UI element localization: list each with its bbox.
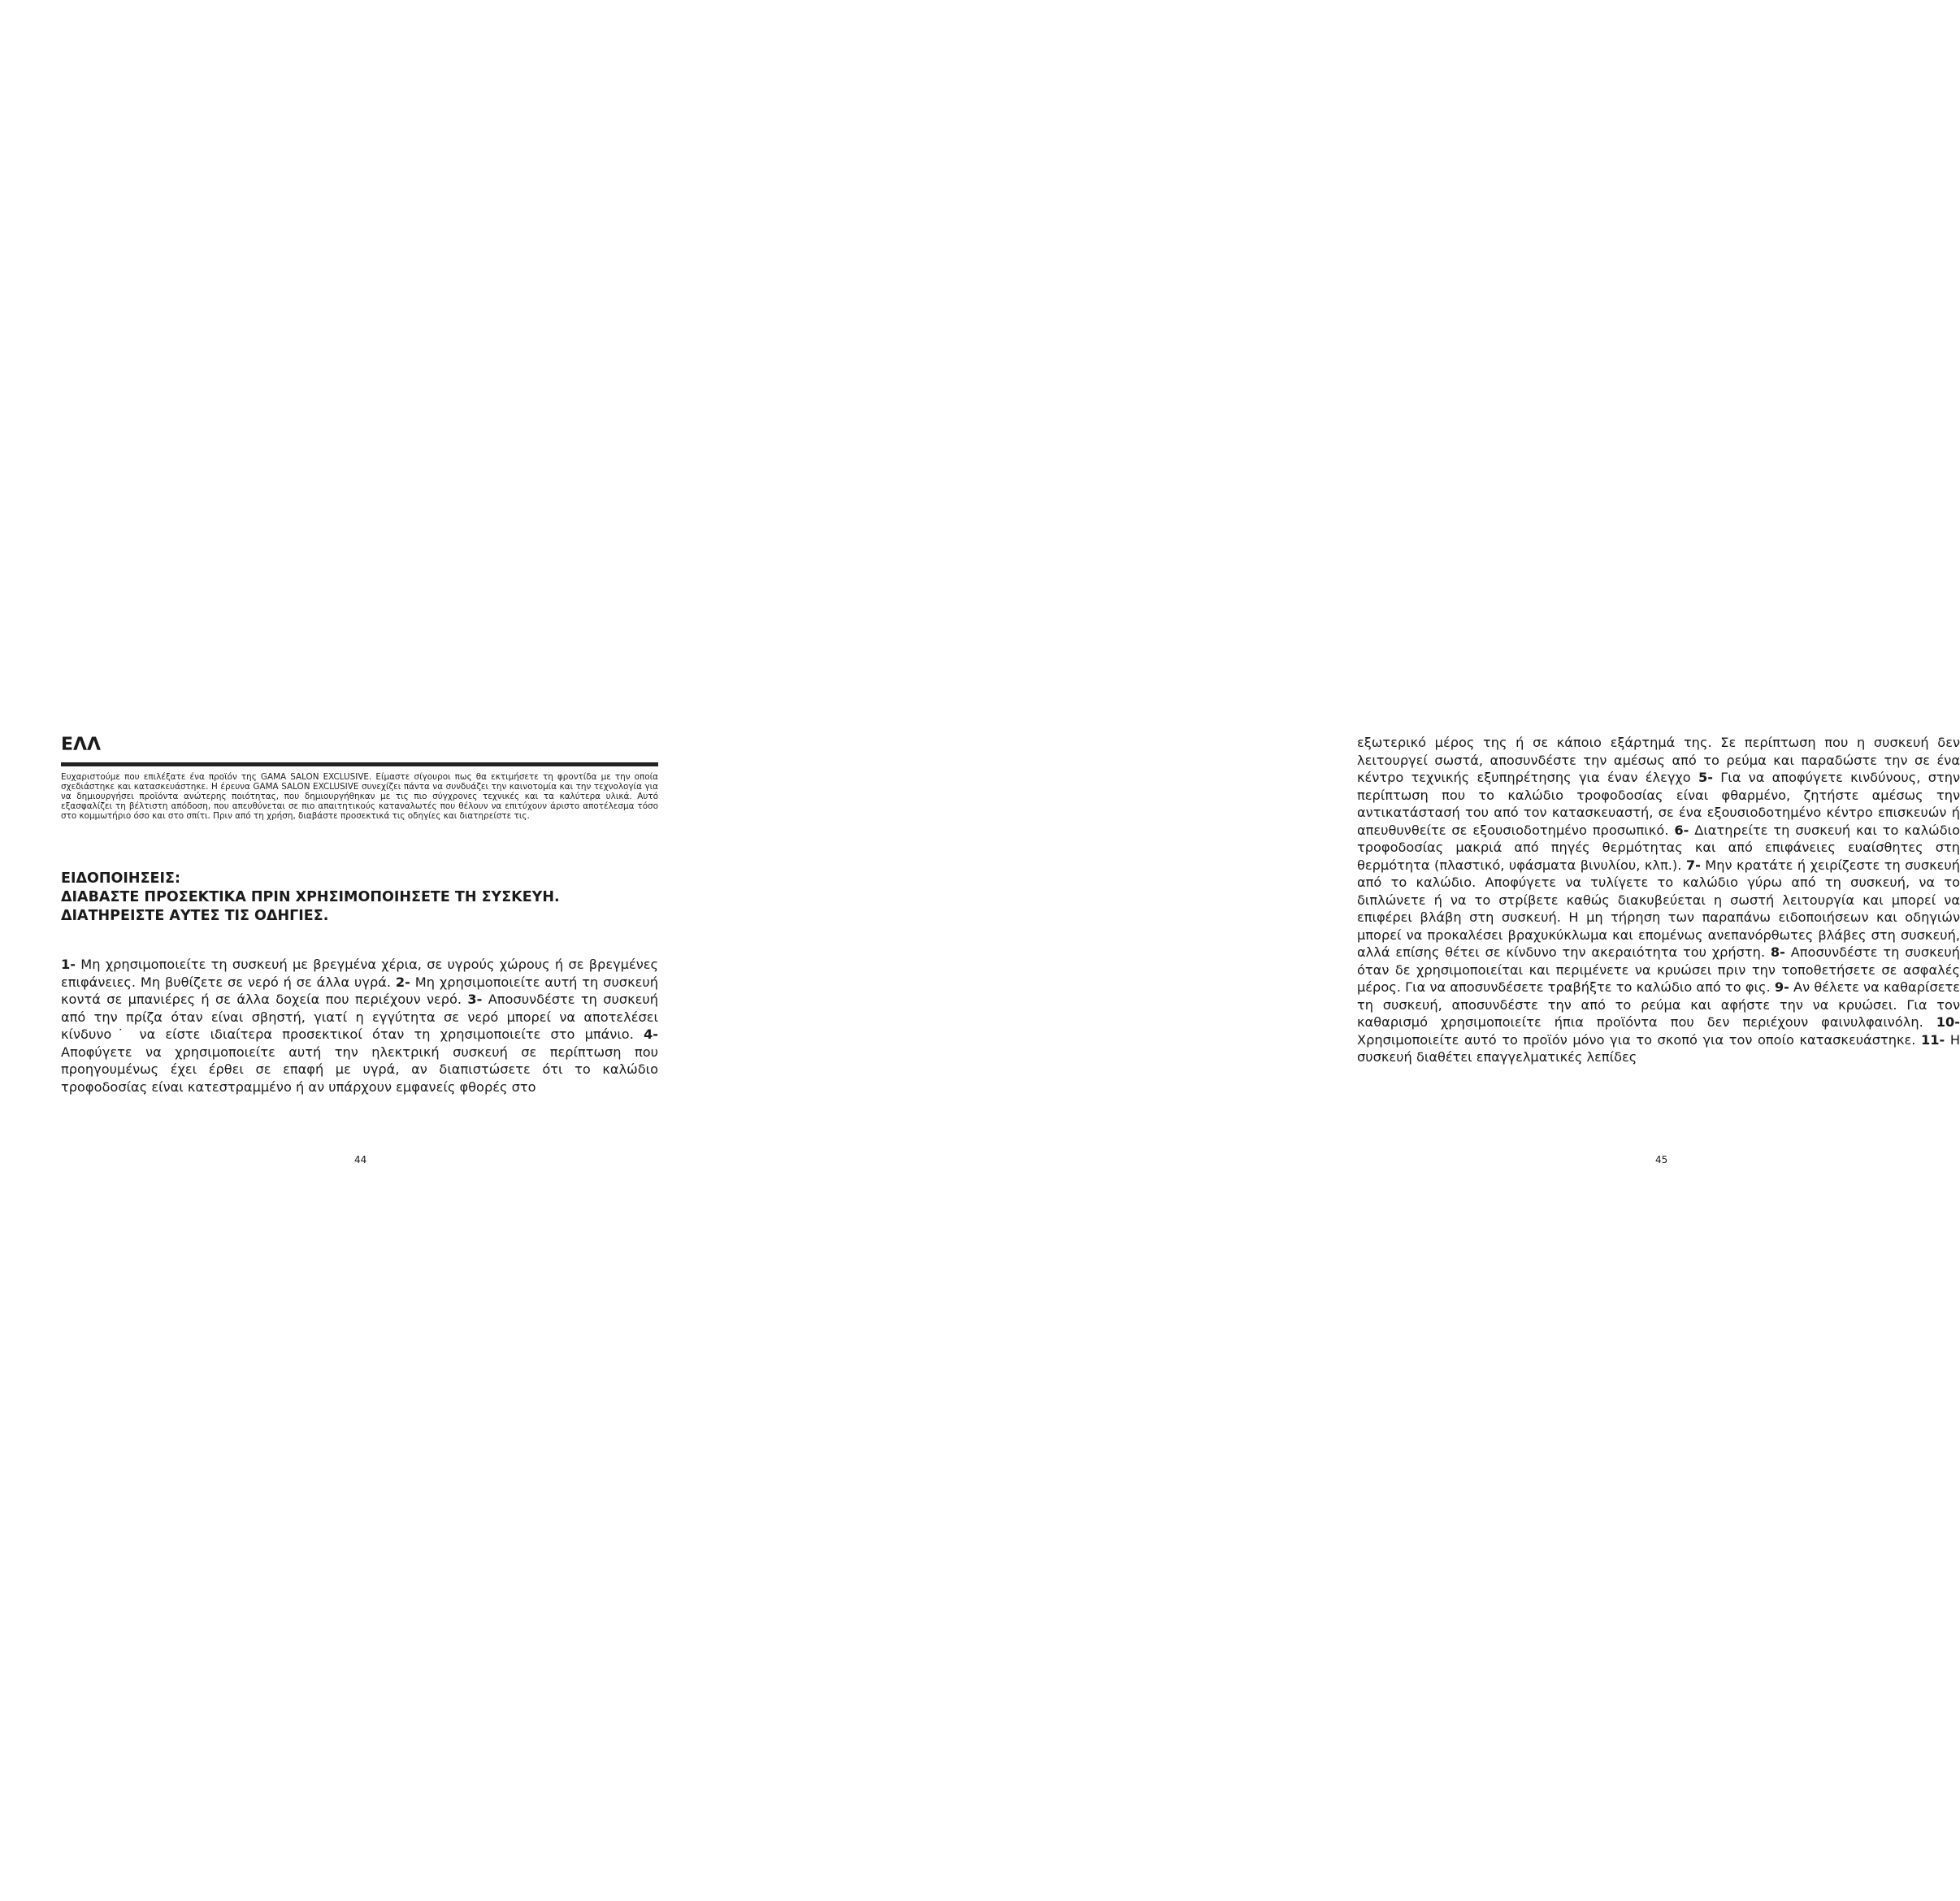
warnings-body-right xyxy=(1357,734,1960,1066)
intro-paragraph: Ευχαριστούμε που επιλέξατε ένα προϊόν της GAMA SALON EXCLUSIVE. Είμαστε σίγουροι πως θα εκτιμήσετε τη φροντίδα με την οποία σχεδιάστηκε και κατασκευάστηκε. Η έρευνα GAMA SALON EXCLUSIVE συνεχίζει πάντα να συνδυάζει την καινοτομία και την τεχνολογία για να δημιουργήσει προϊόντα ανώτερης ποιότητας, που δημιουργήθηκαν με τις πιο σύγχρονες τεχνικές και τα καλύτερα υλικά. Αυτό εξασφαλίζει τη βέλτιστη απόδοση, που απευθύνεται σε πιο απαιτητικούς καταναλωτές που θέλουν να επιτύχουν άριστο αποτέλεσμα τόσο στο κομμωτήριο όσο και στο σπίτι. Πριν από τη χρήση, διαβάστε προσεκτικά τις οδηγίες και διατηρείστε τις. xyxy=(61,772,658,821)
item-number: 1- xyxy=(61,957,76,972)
header-divider xyxy=(61,762,658,766)
warnings-body-left xyxy=(61,956,658,1096)
item-number: 10- xyxy=(1936,1014,1960,1030)
item-text: εξωτερικό μέρος της ή σε κάποιο εξάρτημά της. Σε περίπτωση που η συσκευή δεν λειτουργεί σωστά, αποσυνδέστε την αμέσως από το ρεύμα και παραδώστε την σε ένα κέντρο τεχνικής εξυπηρέτησης για έναν έλεγχο xyxy=(1357,735,1960,785)
item-text: Αποσυνδέστε τη συσκευή από την πρίζα όταν είναι σβηστή, γιατί η εγγύτητα σε νερό μπορεί να αποτελέσει κίνδυνο˙ να είστε ιδιαίτερα προσεκτικοί όταν τη χρησιμοποιείτε στο μπάνιο. xyxy=(61,992,659,1042)
warnings-keep-instructions: ΔΙΑΤΗΡΕΙΣΤΕ ΑΥΤΕΣ ΤΙΣ ΟΔΗΓΙΕΣ. xyxy=(61,908,329,924)
item-number: 7- xyxy=(1685,857,1701,873)
warnings-heading xyxy=(61,870,662,926)
item-text: Η συσκευή διαθέτει επαγγελματικές λεπίδες xyxy=(1357,1031,1960,1065)
item-text: Μη χρησιμοποιείτε τη συσκευή με βρεγμένα χέρια, σε υγρούς χώρους ή σε βρεγμένες επιφάνειες. Μη βυθίζετε σε νερό ή σε άλλα υγρά. xyxy=(61,957,658,990)
warnings-read-carefully: ΔΙΑΒΑΣΤΕ ΠΡΟΣΕΚΤΙΚΑ ΠΡΙΝ ΧΡΗΣΙΜΟΠΟΙΗΣΕΤΕ ΤΗ ΣΥΣΚΕΥΗ. xyxy=(61,889,560,905)
warnings-title: ΕΙΔΟΠΟΙΗΣΕΙΣ: xyxy=(61,870,180,887)
item-text: Διατηρείτε τη συσκευή και το καλώδιο τροφοδοσίας μακριά από πηγές θερμότητας και από επιφάνειες ευαίσθητες στη θερμότητα (πλαστικό, υφάσματα βινυλίου, κλπ.). xyxy=(1357,822,1960,873)
item-number: 11- xyxy=(1921,1031,1945,1048)
item-text: Αν θέλετε να καθαρίσετε τη συσκευή, αποσυνδέστε την από το ρεύμα και αφήστε την να κρυώσει. Για τον καθαρισμό χρησιμοποιείτε ήπια προϊόντα που δεν περιέχουν φαινυλφαινόλη. xyxy=(1357,979,1960,1030)
item-number: 9- xyxy=(1774,979,1789,995)
item-number: 3- xyxy=(467,992,483,1007)
page-number: 45 xyxy=(1655,1154,1668,1165)
item-text: Για να αποφύγετε κινδύνους, στην περίπτωση που το καλώδιο τροφοδοσίας είναι φθαρμένο, ζητήστε αμέσως την αντικατάστασή του από τον κατασκευαστή, σε ένα εξουσιοδοτημένο κέντρο επισκευών ή απευθυνθείτε σε εξουσιοδοτημένο προσωπικό. xyxy=(1357,770,1960,838)
right-page xyxy=(672,0,1960,1901)
item-number: 5- xyxy=(1698,770,1713,785)
item-number: 8- xyxy=(1770,944,1785,960)
language-label: ΕΛΛ xyxy=(61,735,102,755)
item-text: Μην κρατάτε ή χειρίζεστε τη συσκευή από το καλώδιο. Αποφύγετε να τυλίγετε το καλώδιο γύρω από τη συσκευή, να το διπλώνετε ή να το στρίβετε καθώς διακυβεύεται η σωστή λειτουργία και μπορεί να επιφέρει βλάβη στη συσκευή. Η μη τήρηση των παραπάνω ειδοποιήσεων και οδηγιών μπορεί να προκαλέσει βραχυκύκλωμα και επομένως ανεπανόρθωτες βλάβες στη συσκευή, αλλά επίσης θέτει σε κίνδυνο την ακεραιότητα του χρήστη. xyxy=(1357,857,1960,960)
item-number: 6- xyxy=(1674,822,1689,838)
item-number: 4- xyxy=(644,1026,658,1042)
item-text: Μη χρησιμοποιείτε αυτή τη συσκευή κοντά σε μπανιέρες ή σε άλλα δοχεία που περιέχουν νερό. xyxy=(61,974,658,1007)
left-page xyxy=(0,0,672,1901)
item-text: Αποσυνδέστε τη συσκευή όταν δε χρησιμοποιείται και περιμένετε να κρυώσει πριν την τοποθετήσετε σε ασφαλές μέρος. Για να αποσυνδέσετε τραβήξτε το καλώδιο από το φις. xyxy=(1357,944,1960,995)
page-number: 44 xyxy=(354,1154,367,1165)
item-number: 2- xyxy=(395,974,410,990)
item-text: Χρησιμοποιείτε αυτό το προϊόν μόνο για το σκοπό για τον οποίο κατασκευάστηκε. xyxy=(1357,1031,1921,1048)
item-text: Αποφύγετε να χρησιμοποιείτε αυτή την ηλεκτρική συσκευή σε περίπτωση που προηγουμένως έχει έρθει σε επαφή με υγρά, αν διαπιστώσετε ότι το καλώδιο τροφοδοσίας είναι κατεστραμμένο ή αν υπάρχουν εμφανείς φθορές στο xyxy=(61,1044,658,1095)
